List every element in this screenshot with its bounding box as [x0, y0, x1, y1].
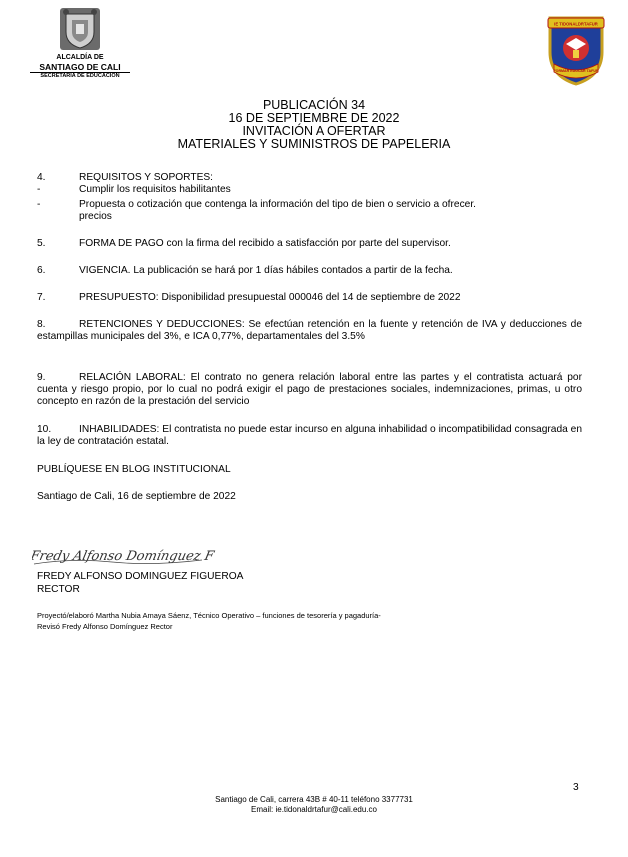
- section-4-bullet-1: Cumplir los requisitos habilitantes: [79, 184, 231, 195]
- section-9: [37, 372, 582, 408]
- section-4-number: 4.: [37, 172, 46, 183]
- credits-line-2: Revisó Fredy Alfonso Domínguez Rector: [37, 622, 173, 631]
- alcaldia-line3: SECRETARÍA DE EDUCACIÓN: [30, 72, 130, 80]
- section-4-bullet-2-dash: -: [37, 199, 41, 210]
- section-5-text: FORMA DE PAGO con la firma del recibido a satisfacción por parte del supervisor.: [79, 238, 451, 249]
- section-5: [37, 238, 582, 250]
- place-date: Santiago de Cali, 16 de septiembre de 2022: [37, 491, 236, 502]
- section-8: [37, 319, 582, 343]
- section-7: [37, 292, 582, 304]
- section-5-number: 5.: [37, 238, 46, 249]
- materials-title: MATERIALES Y SUMINISTROS DE PAPELERIA: [177, 137, 451, 151]
- school-logo-top-text: IE TIDONALDRTAFUR: [554, 21, 598, 27]
- signer-role: RECTOR: [37, 584, 80, 595]
- publication-date: 16 DE SEPTIEMBRE DE 2022: [228, 111, 400, 125]
- section-4-bullet-2: Propuesta o cotización que contenga la información del tipo de bien o servicio a ofrecer.: [79, 199, 476, 210]
- signer-name: FREDY ALFONSO DOMINGUEZ FIGUEROA: [37, 571, 244, 582]
- publish-line: PUBLÍQUESE EN BLOG INSTITUCIONAL: [37, 464, 231, 475]
- school-logo-bottom-text: FORMAR EDUCAR TAFUR: [553, 69, 599, 73]
- credits-line-1: Proyectó/elaboró Martha Nubia Amaya Sáenz, Técnico Operativo – funciones de tesorería y pagaduría-: [37, 611, 381, 620]
- footer-address: Santiago de Cali, carrera 43B # 40-11 teléfono 3377731: [215, 795, 413, 804]
- section-7-number: 7.: [37, 292, 46, 303]
- handwritten-signature: [32, 540, 222, 570]
- publication-number: PUBLICACIÓN 34: [262, 98, 366, 112]
- alcaldia-crest-logo: [58, 6, 102, 52]
- invitation-title: INVITACIÓN A OFERTAR: [242, 124, 386, 138]
- section-9-number: 9.: [37, 372, 46, 383]
- section-6-text: VIGENCIA. La publicación se hará por 1 días hábiles contados a partir de la fecha.: [79, 265, 453, 276]
- section-4-heading: [37, 172, 582, 184]
- section-6: [37, 265, 582, 277]
- section-8-number: 8.: [37, 319, 46, 330]
- section-4-title: REQUISITOS Y SOPORTES:: [79, 172, 213, 183]
- section-6-number: 6.: [37, 265, 46, 276]
- section-4-bullet-2-cont: precios: [79, 211, 112, 222]
- alcaldia-logo-text: [30, 54, 130, 80]
- section-8-text: RETENCIONES Y DEDUCCIONES: Se efectúan retención en la fuente y retención de IVA y deducciones de estampillas municipales del 3%, e ICA 0,77%, departamentales del 3.5%: [37, 319, 582, 342]
- footer-email: Email: ie.tidonaldrtafur@cali.edu.co: [251, 805, 377, 814]
- section-10-text: INHABILIDADES: El contratista no puede estar incurso en alguna inhabilidad o incompatibilidad consagrada en la ley de contratación estatal.: [37, 424, 582, 447]
- section-10-number: 10.: [37, 424, 52, 435]
- school-shield-logo: [546, 12, 606, 86]
- section-10: [37, 424, 582, 448]
- alcaldia-line2: SANTIAGO DE CALI: [39, 62, 121, 72]
- section-4-bullet-1-dash: -: [37, 184, 41, 195]
- section-7-text: PRESUPUESTO: Disponibilidad presupuestal 000046 del 14 de septiembre de 2022: [79, 292, 461, 303]
- page-number: 3: [573, 782, 579, 793]
- alcaldia-line1: ALCALDÍA DE: [56, 54, 104, 61]
- signature-handwriting: Fredy Alfonso Domínguez F: [32, 549, 216, 564]
- section-9-text: RELACIÓN LABORAL: El contrato no genera relación laboral entre las partes y el contratista actuará por cuenta y riesgo propio, por lo cual no podrá exigir el pago de prestaciones sociales, indemnizaciones, primas, u otro concepto en razón de la prestación del servicio: [37, 372, 582, 407]
